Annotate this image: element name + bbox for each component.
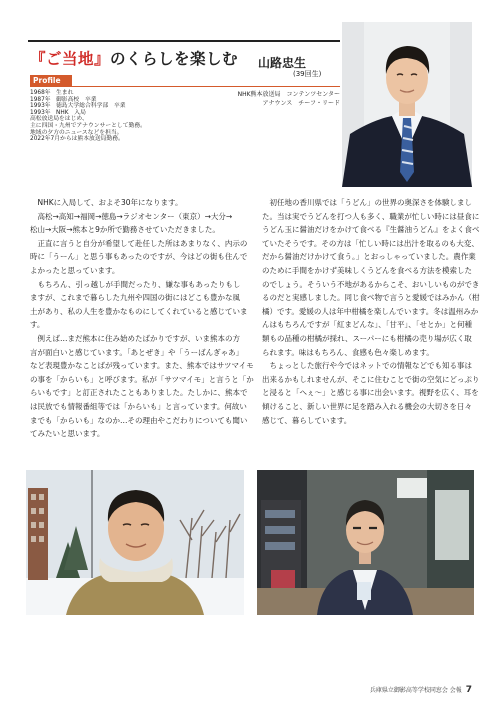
history-text: NHK 入局: [56, 109, 86, 116]
rank-line: アナウンス チーフ・リード: [262, 100, 340, 107]
history-row: [30, 103, 146, 110]
history-note: 主に四国・九州でアナウンサーとして勤務。: [30, 122, 146, 129]
article-line: んはもちろんですが「紅まどんな」、「甘平」、「せとか」と何種: [262, 320, 472, 330]
article-line: ますが、これまで暮らした九州や四国の街にはどこも豊かな風: [30, 293, 240, 303]
footer-text: 兵庫県立御影高等学校同窓会 会報: [369, 687, 462, 694]
article-line: は民放でも情報番組等では「からいも」と言っています。何故い: [30, 401, 247, 411]
article-column-right: [262, 196, 480, 427]
article-line: られます。味はもちろん、食感も色々楽しめます。: [262, 347, 434, 357]
article-column-left: [30, 196, 254, 441]
snow-photo-illustration: [26, 470, 244, 615]
history-text: 御影高校 卒業: [56, 96, 97, 103]
history-text: 生まれ: [56, 90, 74, 96]
article-line: 橘）です。愛媛の人は年中柑橘を楽しんでいます。冬は温州みか: [262, 306, 479, 316]
article-line: 時に「うーん」と思う事もあったのですが、今はどの街も住んで: [30, 252, 248, 262]
article-line: 初任地の香川県では「うどん」の世界の奥深さを体験しまし: [262, 198, 472, 207]
article-line: の事を「からいも」と呼びます。私が「サツマイモ」と言うと「か: [30, 374, 254, 384]
title-rest: のくらしを楽しむ: [110, 50, 239, 68]
article-line: てみたいと思います。: [30, 429, 105, 439]
article-line: までも「からいも」なのか…その理由やこだわりについても聞い: [30, 415, 248, 425]
history-year: 1993年: [30, 109, 51, 116]
article-line: のために手間をかけず美味しくうどんを食べる方法を模索した: [262, 265, 472, 275]
article-line: よかったと思っています。: [30, 265, 120, 275]
article-line: 高松→高知→福岡→徳島→ラジオセンター（東京）→大分→: [30, 211, 233, 221]
article-line: ちょっとした旅行や今ではネットでの情報などでも知る事は: [262, 361, 472, 371]
author-class-year: (39回生): [293, 70, 322, 78]
rank-line: NHK熊本放送局 コンテンツセンター: [237, 91, 340, 98]
article-line: 傾けること、新しい世界に足を踏み入れる機会の大切さを日々: [262, 401, 472, 411]
article-line: だから醤油だけかけて食う。」とおっしゃっていました。農作業: [262, 252, 476, 262]
photo-snow: [26, 470, 244, 615]
article-line: 言が面白いと感じています。「あとぜき」や「うーばんぎゃあ」: [30, 347, 244, 357]
article-line: と浸ると「へぇ～」と感じる事に出会います。視野を広く、耳を: [262, 388, 479, 398]
article-line: るのだと実感しました。同じ食べ物で言うと愛媛ではみかん（柑: [262, 293, 480, 303]
author-portrait: [342, 22, 472, 187]
history-row: [30, 90, 146, 97]
article-line: 出来るかもしれませんが、そこに住むことで街の空気にどっぷり: [262, 374, 480, 384]
title-quote: 『ご当地』: [30, 50, 111, 68]
article-line: など表現豊かなことばが残っています。また、熊本ではサツマイモ: [30, 361, 254, 371]
portrait-illustration: [342, 22, 472, 187]
article-line: うどん玉に醤油だけをかけて食べる『生醤油うどん』をよく食べ: [262, 225, 480, 235]
page-number: 7: [465, 685, 472, 695]
page-title: [30, 47, 238, 69]
history-note: 地域の夕方のニュースなどを担当。: [30, 129, 123, 136]
history-text: 徳島大学総合科学部 卒業: [56, 103, 126, 110]
photo-office: [257, 470, 474, 615]
office-photo-illustration: [257, 470, 474, 615]
article-line: らいもです」と訂正されたこともありました。たしかに、熊本で: [30, 388, 248, 398]
profile-history: [30, 90, 146, 143]
page-footer: [370, 685, 472, 695]
history-note: 2022年7月からは熊本放送局勤務。: [30, 136, 124, 143]
article-line: ていたそうです。その方は「忙しい時には出汁を取るのも大変、: [262, 238, 479, 248]
article-line: 松山→大阪→熊本と9か所で勤務させていただきました。: [30, 225, 220, 235]
article-line: のでしょう。そういう不地があるからこそ、おいしいものができ: [262, 279, 480, 289]
author-rank: [238, 90, 340, 108]
article-line: 感じて、暮らしています。: [262, 415, 352, 425]
article-line: た。当は実でうどんを打つ人も多く、職業が忙しい時には昼食に: [262, 211, 480, 221]
article-line: もちろん、引っ越しが手間だったり、嫌な事もあったりもし: [30, 279, 241, 289]
article-line: 正直に言うと自分が希望して赴任した所はあまりなく、内示の: [30, 238, 248, 248]
article-line: 例えば…まだ熊本に住み始めたばかりですが、いま熊本の方: [30, 333, 240, 343]
article-line: 類もの品種の柑橘が採れ、スーパーにも柑橘の売り場が広く取: [262, 333, 472, 343]
history-year: 1993年: [30, 103, 51, 110]
article-line: NHKに入局して、およそ30年になります。: [30, 198, 183, 207]
history-note: 高松放送局をはじめ、: [30, 116, 88, 123]
title-rule: [28, 40, 340, 42]
history-year: 1968年: [30, 90, 51, 96]
history-year: 1987年: [30, 96, 51, 103]
profile-tag: Profile: [30, 75, 72, 86]
article-line: す。: [30, 320, 45, 330]
article-line: 土があり、私の人生を豊かなものにしてくれていると感じていま: [30, 306, 248, 316]
profile-rule: [30, 86, 340, 87]
author-name: 山路忠生: [258, 56, 307, 70]
